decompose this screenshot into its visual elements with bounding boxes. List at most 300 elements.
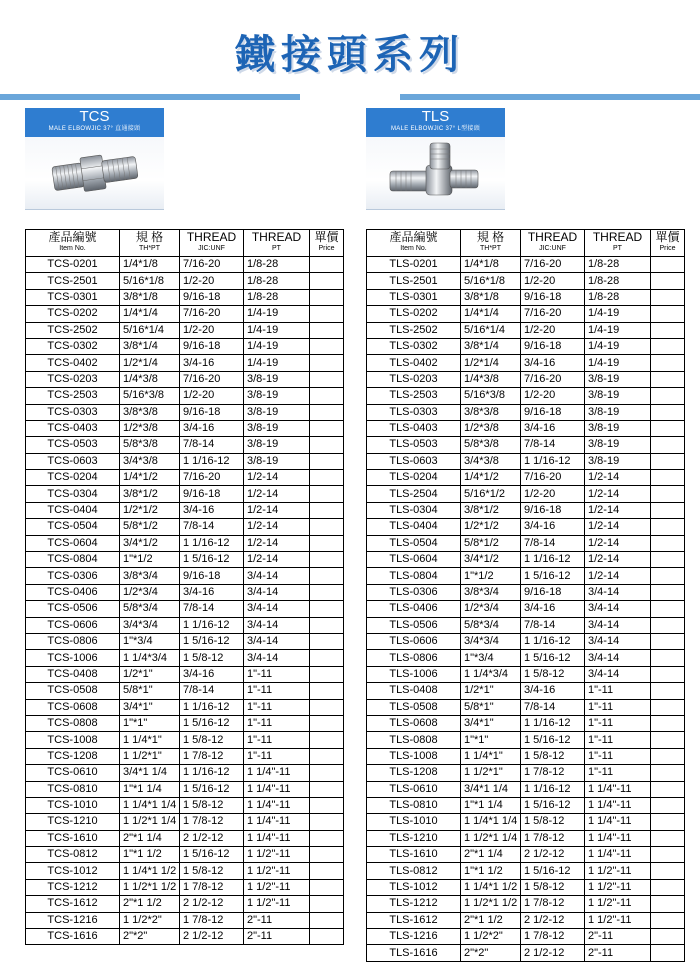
- item-no-cell: TCS-1006: [26, 650, 120, 666]
- spec-cell: 1 1/2*1 1/4: [461, 830, 521, 846]
- jic-thread-cell: 7/8-14: [521, 617, 585, 633]
- jic-thread-cell: 7/8-14: [521, 535, 585, 551]
- item-no-cell: TLS-0806: [367, 650, 461, 666]
- price-cell: [310, 273, 344, 289]
- table-row: [367, 552, 685, 568]
- item-no-header: [367, 230, 461, 257]
- table-row: [367, 519, 685, 535]
- spec-cell: 1 1/4*3/4: [461, 666, 521, 682]
- spec-cell: 3/8*3/8: [461, 404, 521, 420]
- header-main-label: THREAD: [527, 230, 578, 244]
- jic-thread-cell: 9/16-18: [521, 289, 585, 305]
- item-no-cell: TCS-2501: [26, 273, 120, 289]
- jic-thread-cell: 1 5/8-12: [180, 797, 244, 813]
- spec-cell: 1/2*1": [120, 666, 180, 682]
- price-cell: [651, 748, 685, 764]
- tcs-table: [25, 229, 344, 945]
- table-row: [367, 797, 685, 813]
- jic-thread-cell: 1 1/16-12: [180, 617, 244, 633]
- spec-cell: 2"*1 1/4: [461, 847, 521, 863]
- spec-cell: 3/4*3/8: [461, 453, 521, 469]
- jic-thread-cell: 9/16-18: [180, 568, 244, 584]
- item-no-cell: TLS-1212: [367, 896, 461, 912]
- price-cell: [651, 830, 685, 846]
- table-row: [26, 650, 344, 666]
- item-no-cell: TCS-0203: [26, 371, 120, 387]
- pt-thread-cell: 3/8-19: [585, 388, 651, 404]
- header-main-label: 產品編號: [48, 230, 97, 244]
- jic-thread-cell: 1 5/8-12: [521, 748, 585, 764]
- price-cell: [310, 879, 344, 895]
- jic-thread-cell: 9/16-18: [521, 584, 585, 600]
- header-sub-label: PT: [272, 245, 281, 252]
- table-row: [367, 338, 685, 354]
- table-row: [367, 289, 685, 305]
- price-cell: [310, 666, 344, 682]
- jic-thread-cell: 1 7/8-12: [521, 765, 585, 781]
- price-cell: [651, 568, 685, 584]
- price-cell: [310, 338, 344, 354]
- table-row: [367, 420, 685, 436]
- spec-cell: 1/2*3/4: [461, 601, 521, 617]
- table-row: [26, 879, 344, 895]
- price-cell: [651, 666, 685, 682]
- jic-thread-cell: 7/8-14: [180, 519, 244, 535]
- price-cell: [310, 486, 344, 502]
- jic-thread-cell: 7/8-14: [180, 601, 244, 617]
- spec-cell: 1 1/2*1 1/2: [120, 879, 180, 895]
- price-cell: [651, 404, 685, 420]
- item-no-cell: TLS-1616: [367, 945, 461, 961]
- price-cell: [310, 847, 344, 863]
- jic-thread-cell: 3/4-16: [180, 355, 244, 371]
- item-no-cell: TCS-1612: [26, 896, 120, 912]
- pt-thread-cell: 1/2-14: [585, 552, 651, 568]
- spec-cell: 1 1/4*1 1/2: [120, 863, 180, 879]
- item-no-cell: TCS-1216: [26, 912, 120, 928]
- item-no-cell: TCS-0804: [26, 552, 120, 568]
- table-row: [26, 633, 344, 649]
- item-no-cell: TCS-0808: [26, 715, 120, 731]
- item-no-cell: TCS-1208: [26, 748, 120, 764]
- item-no-cell: TCS-2503: [26, 388, 120, 404]
- table-row: [367, 257, 685, 273]
- jic-thread-cell: 1/2-20: [180, 388, 244, 404]
- price-cell: [651, 912, 685, 928]
- tls-table: [366, 229, 685, 962]
- pt-thread-cell: 2"-11: [244, 929, 310, 945]
- pt-thread-header: [585, 230, 651, 257]
- price-cell: [310, 437, 344, 453]
- item-no-cell: TLS-0804: [367, 568, 461, 584]
- item-no-cell: TCS-0403: [26, 420, 120, 436]
- table-row: [26, 437, 344, 453]
- spec-cell: 5/8*3/4: [461, 617, 521, 633]
- pt-thread-cell: 1 1/2"-11: [244, 863, 310, 879]
- table-row: [367, 633, 685, 649]
- jic-thread-cell: 3/4-16: [521, 420, 585, 436]
- item-no-cell: TLS-0506: [367, 617, 461, 633]
- item-no-cell: TLS-0508: [367, 699, 461, 715]
- table-row: [367, 568, 685, 584]
- pt-thread-cell: 1 1/2"-11: [585, 879, 651, 895]
- price-cell: [310, 683, 344, 699]
- table-header-row: [26, 230, 344, 257]
- item-no-cell: TLS-1008: [367, 748, 461, 764]
- header-sub-label: TH*PT: [480, 245, 501, 252]
- price-cell: [651, 797, 685, 813]
- pt-thread-cell: 1 1/2"-11: [585, 863, 651, 879]
- price-cell: [310, 765, 344, 781]
- jic-thread-cell: 1 5/8-12: [521, 879, 585, 895]
- pt-thread-cell: 3/8-19: [585, 371, 651, 387]
- price-cell: [310, 830, 344, 846]
- table-row: [367, 437, 685, 453]
- page-title: 鐵接頭系列: [235, 31, 465, 78]
- price-cell: [651, 502, 685, 518]
- jic-thread-cell: 3/4-16: [180, 666, 244, 682]
- pt-thread-cell: 3/4-14: [244, 633, 310, 649]
- table-row: [367, 732, 685, 748]
- spec-cell: 3/8*1/4: [461, 338, 521, 354]
- price-cell: [310, 732, 344, 748]
- item-no-cell: TLS-2501: [367, 273, 461, 289]
- spec-cell: 1/2*1/4: [461, 355, 521, 371]
- pt-thread-cell: 1/2-14: [244, 519, 310, 535]
- jic-thread-cell: 1 5/16-12: [521, 568, 585, 584]
- header-main-label: THREAD: [186, 230, 237, 244]
- item-no-cell: TLS-2504: [367, 486, 461, 502]
- spec-cell: 3/4*3/4: [461, 633, 521, 649]
- spec-cell: 1"*1": [461, 732, 521, 748]
- jic-thread-cell: 1 7/8-12: [180, 814, 244, 830]
- spec-cell: 1"*1 1/2: [120, 847, 180, 863]
- table-row: [26, 863, 344, 879]
- item-no-cell: TCS-0306: [26, 568, 120, 584]
- table-row: [26, 338, 344, 354]
- price-cell: [651, 732, 685, 748]
- item-no-cell: TCS-0202: [26, 306, 120, 322]
- jic-thread-cell: 7/16-20: [521, 257, 585, 273]
- header-sub-label: Price: [659, 245, 676, 252]
- price-cell: [651, 650, 685, 666]
- tls-header-box: [366, 108, 505, 137]
- jic-thread-cell: 1 7/8-12: [180, 879, 244, 895]
- header-main-label: 單價: [314, 230, 339, 244]
- table-row: [367, 715, 685, 731]
- spec-cell: 1/2*1/2: [120, 502, 180, 518]
- item-no-cell: TCS-2502: [26, 322, 120, 338]
- table-row: [367, 535, 685, 551]
- jic-thread-cell: 1 1/16-12: [180, 535, 244, 551]
- table-row: [26, 388, 344, 404]
- pt-thread-cell: 3/4-14: [585, 633, 651, 649]
- price-cell: [310, 797, 344, 813]
- item-no-cell: TLS-0604: [367, 552, 461, 568]
- table-row: [26, 486, 344, 502]
- spec-cell: 5/8*3/4: [120, 601, 180, 617]
- item-no-cell: TCS-1212: [26, 879, 120, 895]
- table-row: [367, 748, 685, 764]
- jic-thread-cell: 1/2-20: [521, 273, 585, 289]
- jic-thread-cell: 1 7/8-12: [180, 912, 244, 928]
- item-no-cell: TCS-0503: [26, 437, 120, 453]
- price-cell: [651, 715, 685, 731]
- spec-cell: 1/2*3/8: [461, 420, 521, 436]
- price-cell: [651, 420, 685, 436]
- jic-thread-cell: 1 1/16-12: [521, 552, 585, 568]
- table-row: [26, 420, 344, 436]
- pt-thread-cell: 2"-11: [585, 929, 651, 945]
- jic-thread-cell: 1 5/16-12: [180, 847, 244, 863]
- jic-thread-cell: 1/2-20: [180, 322, 244, 338]
- spec-cell: 3/8*3/4: [461, 584, 521, 600]
- jic-thread-cell: 3/4-16: [521, 355, 585, 371]
- jic-thread-cell: 2 1/2-12: [180, 830, 244, 846]
- jic-thread-cell: 1 5/16-12: [521, 797, 585, 813]
- price-cell: [310, 650, 344, 666]
- jic-thread-cell: 7/16-20: [521, 470, 585, 486]
- pt-thread-cell: 1/8-28: [585, 273, 651, 289]
- item-no-cell: TLS-0304: [367, 502, 461, 518]
- table-row: [26, 683, 344, 699]
- table-row: [367, 470, 685, 486]
- jic-thread-cell: 3/4-16: [521, 601, 585, 617]
- table-header-row: [367, 230, 685, 257]
- spec-cell: 1"*3/4: [461, 650, 521, 666]
- price-cell: [310, 388, 344, 404]
- pt-thread-cell: 3/4-14: [585, 584, 651, 600]
- pt-thread-cell: 3/4-14: [244, 601, 310, 617]
- price-cell: [651, 470, 685, 486]
- spec-cell: 5/16*1/8: [461, 273, 521, 289]
- pt-thread-cell: 1"-11: [244, 732, 310, 748]
- price-cell: [651, 683, 685, 699]
- spec-cell: 1 1/2*2": [120, 912, 180, 928]
- header-sub-label: Item No.: [59, 245, 86, 252]
- jic-thread-cell: 9/16-18: [180, 486, 244, 502]
- spec-cell: 1"*1": [120, 715, 180, 731]
- spec-cell: 1 1/4*1 1/4: [120, 797, 180, 813]
- item-no-cell: TLS-0603: [367, 453, 461, 469]
- item-no-cell: TCS-0406: [26, 584, 120, 600]
- item-no-cell: TLS-0402: [367, 355, 461, 371]
- pt-thread-cell: 1"-11: [585, 765, 651, 781]
- jic-thread-cell: 9/16-18: [180, 338, 244, 354]
- spec-cell: 2"*2": [461, 945, 521, 961]
- jic-thread-cell: 3/4-16: [521, 519, 585, 535]
- spec-cell: 1 1/4*1 1/2: [461, 879, 521, 895]
- pt-thread-cell: 3/8-19: [585, 420, 651, 436]
- item-no-cell: TLS-0204: [367, 470, 461, 486]
- price-cell: [651, 929, 685, 945]
- jic-thread-cell: 1 5/16-12: [180, 715, 244, 731]
- price-cell: [310, 306, 344, 322]
- spec-cell: 1/4*1/4: [461, 306, 521, 322]
- pt-thread-cell: 3/4-14: [244, 617, 310, 633]
- item-no-cell: TCS-0204: [26, 470, 120, 486]
- jic-thread-cell: 1 7/8-12: [521, 929, 585, 945]
- price-cell: [310, 552, 344, 568]
- pt-thread-cell: 1/2-14: [244, 552, 310, 568]
- table-row: [367, 584, 685, 600]
- price-cell: [651, 371, 685, 387]
- table-row: [26, 289, 344, 305]
- spec-cell: 3/8*1/2: [120, 486, 180, 502]
- spec-cell: 5/16*1/4: [120, 322, 180, 338]
- table-row: [26, 306, 344, 322]
- item-no-cell: TCS-1210: [26, 814, 120, 830]
- header-sub-label: PT: [613, 245, 622, 252]
- item-no-cell: TLS-1012: [367, 879, 461, 895]
- jic-thread-cell: 3/4-16: [180, 584, 244, 600]
- spec-header: [461, 230, 521, 257]
- jic-thread-cell: 7/8-14: [521, 437, 585, 453]
- jic-thread-cell: 1 5/8-12: [180, 863, 244, 879]
- table-row: [26, 535, 344, 551]
- table-row: [367, 683, 685, 699]
- table-row: [367, 617, 685, 633]
- pt-thread-cell: 1/4-19: [244, 338, 310, 354]
- spec-cell: 5/16*1/4: [461, 322, 521, 338]
- price-cell: [651, 519, 685, 535]
- table-row: [367, 896, 685, 912]
- spec-cell: 5/16*1/8: [120, 273, 180, 289]
- jic-thread-cell: 1 1/16-12: [521, 781, 585, 797]
- price-cell: [651, 699, 685, 715]
- price-cell: [310, 420, 344, 436]
- item-no-cell: TCS-1616: [26, 929, 120, 945]
- price-cell: [310, 404, 344, 420]
- price-cell: [651, 453, 685, 469]
- table-row: [367, 830, 685, 846]
- pt-thread-header: [244, 230, 310, 257]
- price-cell: [310, 863, 344, 879]
- pt-thread-cell: 1 1/4"-11: [585, 797, 651, 813]
- price-cell: [310, 453, 344, 469]
- jic-thread-cell: 1 7/8-12: [180, 748, 244, 764]
- price-cell: [651, 896, 685, 912]
- jic-thread-cell: 7/16-20: [180, 371, 244, 387]
- pt-thread-cell: 1/4-19: [585, 338, 651, 354]
- pt-thread-cell: 1"-11: [585, 715, 651, 731]
- table-row: [26, 732, 344, 748]
- spec-cell: 3/8*3/4: [120, 568, 180, 584]
- pt-thread-cell: 1/4-19: [244, 355, 310, 371]
- jic-thread-cell: 9/16-18: [180, 289, 244, 305]
- table-row: [26, 322, 344, 338]
- jic-thread-cell: 7/8-14: [180, 683, 244, 699]
- jic-thread-cell: 1 5/16-12: [521, 732, 585, 748]
- table-row: [26, 453, 344, 469]
- item-no-cell: TCS-0303: [26, 404, 120, 420]
- jic-thread-cell: 7/16-20: [180, 306, 244, 322]
- table-row: [367, 273, 685, 289]
- table-row: [26, 584, 344, 600]
- price-cell: [651, 355, 685, 371]
- spec-cell: 3/8*1/8: [120, 289, 180, 305]
- pt-thread-cell: 1/8-28: [244, 257, 310, 273]
- pt-thread-cell: 3/4-14: [585, 617, 651, 633]
- item-no-cell: TCS-0806: [26, 633, 120, 649]
- price-cell: [651, 584, 685, 600]
- table-row: [26, 781, 344, 797]
- pt-thread-cell: 1/4-19: [585, 322, 651, 338]
- spec-cell: 5/8*1": [120, 683, 180, 699]
- pt-thread-cell: 1"-11: [244, 699, 310, 715]
- price-cell: [651, 535, 685, 551]
- table-row: [367, 355, 685, 371]
- pt-thread-cell: 3/4-14: [244, 584, 310, 600]
- item-no-cell: TLS-0503: [367, 437, 461, 453]
- table-row: [26, 765, 344, 781]
- spec-cell: 1/2*1/2: [461, 519, 521, 535]
- price-cell: [651, 945, 685, 961]
- title-bar-right: [400, 94, 700, 100]
- item-no-cell: TLS-0504: [367, 535, 461, 551]
- price-cell: [651, 781, 685, 797]
- jic-thread-header: [180, 230, 244, 257]
- spec-cell: 1"*1/2: [120, 552, 180, 568]
- pt-thread-cell: 3/8-19: [244, 371, 310, 387]
- price-cell: [310, 535, 344, 551]
- item-no-cell: TCS-0610: [26, 765, 120, 781]
- spec-cell: 1"*1/2: [461, 568, 521, 584]
- table-row: [367, 453, 685, 469]
- pt-thread-cell: 1/4-19: [585, 355, 651, 371]
- item-no-cell: TLS-0810: [367, 797, 461, 813]
- spec-cell: 1 1/2*1 1/4: [120, 814, 180, 830]
- table-row: [26, 847, 344, 863]
- tls-fitting-image: [366, 137, 505, 210]
- pt-thread-cell: 3/8-19: [244, 388, 310, 404]
- jic-thread-cell: 1 5/16-12: [180, 552, 244, 568]
- item-no-cell: TLS-2503: [367, 388, 461, 404]
- tcs-header-box: [25, 108, 164, 137]
- item-no-cell: TLS-0610: [367, 781, 461, 797]
- item-no-cell: TCS-0810: [26, 781, 120, 797]
- pt-thread-cell: 1/2-14: [244, 535, 310, 551]
- jic-thread-cell: 1 1/16-12: [180, 699, 244, 715]
- table-row: [367, 699, 685, 715]
- table-row: [26, 666, 344, 682]
- pt-thread-cell: 1"-11: [585, 699, 651, 715]
- pt-thread-cell: 1 1/2"-11: [585, 896, 651, 912]
- table-row: [26, 912, 344, 928]
- spec-cell: 1 1/4*1 1/4: [461, 814, 521, 830]
- jic-thread-cell: 3/4-16: [521, 683, 585, 699]
- pt-thread-cell: 3/8-19: [585, 437, 651, 453]
- jic-thread-cell: 1 1/16-12: [180, 765, 244, 781]
- spec-cell: 1 1/4*1": [120, 732, 180, 748]
- price-cell: [651, 617, 685, 633]
- price-cell: [310, 715, 344, 731]
- spec-cell: 3/4*1/2: [120, 535, 180, 551]
- table-row: [26, 355, 344, 371]
- table-row: [367, 765, 685, 781]
- price-cell: [651, 814, 685, 830]
- table-row: [26, 371, 344, 387]
- item-no-cell: TLS-0608: [367, 715, 461, 731]
- spec-cell: 1/4*3/8: [461, 371, 521, 387]
- jic-thread-cell: 1/2-20: [180, 273, 244, 289]
- spec-cell: 5/8*1/2: [120, 519, 180, 535]
- item-no-cell: TLS-0808: [367, 732, 461, 748]
- jic-thread-cell: 7/16-20: [180, 257, 244, 273]
- price-cell: [310, 929, 344, 945]
- item-no-cell: TLS-1210: [367, 830, 461, 846]
- pt-thread-cell: 1/2-14: [244, 486, 310, 502]
